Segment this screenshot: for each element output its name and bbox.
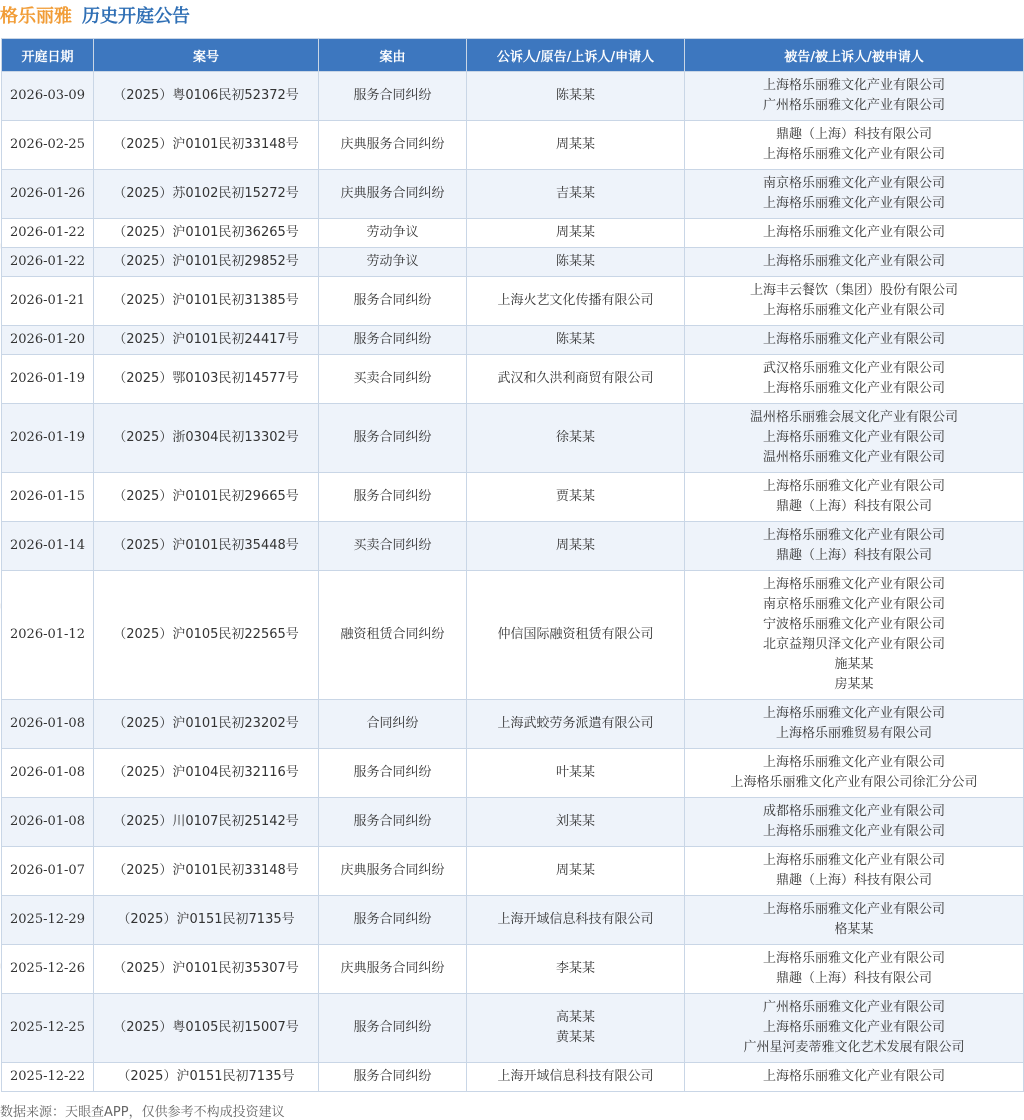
table-row <box>2 277 1024 326</box>
plaintiff-cell-entry: 上海火艺文化传播有限公司 <box>497 293 654 308</box>
defendant-cell-entry: 上海格乐丽雅文化产业有限公司徐汇分公司 <box>730 775 978 790</box>
plaintiff-cell-entry: 周某某 <box>555 538 595 553</box>
plaintiff-cell <box>467 219 685 248</box>
plaintiff-cell <box>467 571 685 700</box>
defendant-cell-entry: 房某某 <box>834 677 874 692</box>
defendant-cell-entry: 鼎趣（上海）科技有限公司 <box>775 548 932 563</box>
plaintiff-cell-entry: 上海武蛟劳务派遣有限公司 <box>497 716 654 731</box>
plaintiff-cell-entry: 李某某 <box>555 961 595 976</box>
defendant-cell <box>685 219 1024 248</box>
defendant-cell-entry: 温州格乐丽雅会展文化产业有限公司 <box>749 410 958 425</box>
defendant-cell-entry: 上海格乐丽雅文化产业有限公司 <box>762 303 945 318</box>
plaintiff-cell-entry: 叶某某 <box>555 765 595 780</box>
defendant-cell-entry: 上海格乐丽雅文化产业有限公司 <box>762 381 945 396</box>
case-number: （2025）沪0101民初33148号 <box>94 121 319 170</box>
plaintiff-cell <box>467 326 685 355</box>
case-number: （2025）沪0105民初22565号 <box>94 571 319 700</box>
court-hearings-table <box>1 38 1024 1092</box>
defendant-cell <box>685 473 1024 522</box>
hearing-date: 2026-01-20 <box>2 326 94 355</box>
table-row <box>2 798 1024 847</box>
defendant-cell-entry: 鼎趣（上海）科技有限公司 <box>775 873 932 888</box>
plaintiff-cell-entry: 上海开域信息科技有限公司 <box>497 1069 654 1084</box>
plaintiff-cell <box>467 277 685 326</box>
defendant-cell-entry: 上海格乐丽雅文化产业有限公司 <box>762 1069 945 1084</box>
table-row <box>2 170 1024 219</box>
table-row <box>2 571 1024 700</box>
hearing-date: 2025-12-25 <box>2 994 94 1063</box>
table-row <box>2 522 1024 571</box>
defendant-cell <box>685 1063 1024 1092</box>
defendant-cell-entry: 上海格乐丽雅文化产业有限公司 <box>762 902 945 917</box>
defendant-cell-entry: 广州星河麦蒂雅文化艺术发展有限公司 <box>743 1040 965 1055</box>
company-name: 格乐丽雅 <box>0 6 72 27</box>
table-row <box>2 945 1024 994</box>
table-row <box>2 326 1024 355</box>
hearing-date: 2026-01-19 <box>2 404 94 473</box>
plaintiff-cell-entry: 周某某 <box>555 225 595 240</box>
case-number: （2025）沪0151民初7135号 <box>94 1063 319 1092</box>
plaintiff-cell <box>467 72 685 121</box>
case-cause: 庆典服务合同纠纷 <box>319 121 467 170</box>
plaintiff-cell-entry: 上海开域信息科技有限公司 <box>497 912 654 927</box>
column-header-case-no: 案号 <box>94 39 319 72</box>
hearing-date: 2026-01-22 <box>2 248 94 277</box>
defendant-cell-entry: 上海格乐丽雅文化产业有限公司 <box>762 706 945 721</box>
plaintiff-cell-entry: 周某某 <box>555 863 595 878</box>
defendant-cell-entry: 上海格乐丽雅文化产业有限公司 <box>762 528 945 543</box>
case-cause: 服务合同纠纷 <box>319 326 467 355</box>
case-cause: 服务合同纠纷 <box>319 994 467 1063</box>
plaintiff-cell <box>467 994 685 1063</box>
case-cause: 融资租赁合同纠纷 <box>319 571 467 700</box>
defendant-cell-entry: 上海格乐丽雅文化产业有限公司 <box>762 225 945 240</box>
table-row <box>2 896 1024 945</box>
plaintiff-cell <box>467 248 685 277</box>
plaintiff-cell <box>467 522 685 571</box>
case-number: （2025）沪0101民初29665号 <box>94 473 319 522</box>
defendant-cell-entry: 广州格乐丽雅文化产业有限公司 <box>762 98 945 113</box>
defendant-cell <box>685 121 1024 170</box>
case-cause: 劳动争议 <box>319 248 467 277</box>
case-cause: 庆典服务合同纠纷 <box>319 170 467 219</box>
hearing-date: 2026-01-26 <box>2 170 94 219</box>
defendant-cell-entry: 施某某 <box>834 657 874 672</box>
defendant-cell-entry: 温州格乐丽雅文化产业有限公司 <box>762 450 945 465</box>
case-number: （2025）沪0101民初24417号 <box>94 326 319 355</box>
hearing-date: 2025-12-22 <box>2 1063 94 1092</box>
hearing-date: 2026-01-07 <box>2 847 94 896</box>
case-number: （2025）沪0101民初29852号 <box>94 248 319 277</box>
defendant-cell <box>685 355 1024 404</box>
case-number: （2025）沪0101民初35307号 <box>94 945 319 994</box>
defendant-cell-entry: 上海格乐丽雅文化产业有限公司 <box>762 196 945 211</box>
defendant-cell <box>685 571 1024 700</box>
table-header-row <box>2 39 1024 72</box>
case-number: （2025）苏0102民初15272号 <box>94 170 319 219</box>
defendant-cell-entry: 上海格乐丽雅文化产业有限公司 <box>762 430 945 445</box>
hearing-date: 2026-03-09 <box>2 72 94 121</box>
defendant-cell-entry: 上海格乐丽雅文化产业有限公司 <box>762 853 945 868</box>
plaintiff-cell <box>467 749 685 798</box>
case-number: （2025）沪0101民初36265号 <box>94 219 319 248</box>
defendant-cell-entry: 上海格乐丽雅文化产业有限公司 <box>762 147 945 162</box>
defendant-cell <box>685 896 1024 945</box>
plaintiff-cell-entry: 陈某某 <box>555 88 595 103</box>
column-header-cause: 案由 <box>319 39 467 72</box>
case-number: （2025）沪0101民初33148号 <box>94 847 319 896</box>
defendant-cell-entry: 上海格乐丽雅文化产业有限公司 <box>762 824 945 839</box>
hearing-date: 2026-01-22 <box>2 219 94 248</box>
case-cause: 服务合同纠纷 <box>319 404 467 473</box>
plaintiff-cell-entry: 陈某某 <box>555 254 595 269</box>
hearing-date: 2025-12-29 <box>2 896 94 945</box>
plaintiff-cell-entry: 黄某某 <box>555 1030 595 1045</box>
hearing-date: 2026-01-08 <box>2 749 94 798</box>
plaintiff-cell <box>467 170 685 219</box>
case-cause: 买卖合同纠纷 <box>319 355 467 404</box>
defendant-cell <box>685 404 1024 473</box>
table-row <box>2 248 1024 277</box>
defendant-cell-entry: 上海格乐丽雅文化产业有限公司 <box>762 479 945 494</box>
hearing-date: 2026-01-19 <box>2 355 94 404</box>
case-cause: 服务合同纠纷 <box>319 1063 467 1092</box>
defendant-cell-entry: 宁波格乐丽雅文化产业有限公司 <box>762 617 945 632</box>
defendant-cell-entry: 格某某 <box>834 922 874 937</box>
column-header-date: 开庭日期 <box>2 39 94 72</box>
case-cause: 买卖合同纠纷 <box>319 522 467 571</box>
plaintiff-cell-entry: 刘某某 <box>555 814 595 829</box>
defendant-cell-entry: 上海格乐丽雅文化产业有限公司 <box>762 254 945 269</box>
hearing-date: 2026-01-21 <box>2 277 94 326</box>
plaintiff-cell <box>467 404 685 473</box>
defendant-cell <box>685 170 1024 219</box>
defendant-cell-entry: 南京格乐丽雅文化产业有限公司 <box>762 597 945 612</box>
case-number: （2025）粤0105民初15007号 <box>94 994 319 1063</box>
defendant-cell <box>685 326 1024 355</box>
case-number: （2025）川0107民初25142号 <box>94 798 319 847</box>
plaintiff-cell-entry: 贾某某 <box>555 489 595 504</box>
case-number: （2025）沪0101民初35448号 <box>94 522 319 571</box>
defendant-cell <box>685 994 1024 1063</box>
case-cause: 合同纠纷 <box>319 700 467 749</box>
table-row <box>2 847 1024 896</box>
table-row <box>2 404 1024 473</box>
page-title: 历史开庭公告 <box>82 6 190 27</box>
defendant-cell <box>685 749 1024 798</box>
table-row <box>2 355 1024 404</box>
case-number: （2025）浙0304民初13302号 <box>94 404 319 473</box>
plaintiff-cell <box>467 700 685 749</box>
case-number: （2025）沪0151民初7135号 <box>94 896 319 945</box>
table-row <box>2 1063 1024 1092</box>
hearing-date: 2026-02-25 <box>2 121 94 170</box>
page-header <box>0 0 190 30</box>
table-row <box>2 473 1024 522</box>
defendant-cell <box>685 248 1024 277</box>
table-row <box>2 121 1024 170</box>
plaintiff-cell <box>467 121 685 170</box>
defendant-cell <box>685 277 1024 326</box>
column-header-plaintiff: 公诉人/原告/上诉人/申请人 <box>467 39 685 72</box>
defendant-cell-entry: 鼎趣（上海）科技有限公司 <box>775 499 932 514</box>
plaintiff-cell <box>467 798 685 847</box>
defendant-cell-entry: 上海格乐丽雅文化产业有限公司 <box>762 755 945 770</box>
plaintiff-cell-entry: 陈某某 <box>555 332 595 347</box>
data-source-note: 数据来源：天眼查APP，仅供参考不构成投资建议 <box>0 1105 285 1120</box>
case-cause: 庆典服务合同纠纷 <box>319 945 467 994</box>
table-row <box>2 700 1024 749</box>
plaintiff-cell <box>467 355 685 404</box>
plaintiff-cell <box>467 1063 685 1092</box>
defendant-cell-entry: 上海丰云餐饮（集团）股份有限公司 <box>749 283 958 298</box>
defendant-cell-entry: 鼎趣（上海）科技有限公司 <box>775 127 932 142</box>
case-cause: 服务合同纠纷 <box>319 749 467 798</box>
column-header-defendant: 被告/被上诉人/被申请人 <box>685 39 1024 72</box>
plaintiff-cell-entry: 吉某某 <box>555 186 595 201</box>
hearing-date: 2026-01-15 <box>2 473 94 522</box>
case-cause: 服务合同纠纷 <box>319 896 467 945</box>
plaintiff-cell-entry: 仲信国际融资租赁有限公司 <box>497 627 654 642</box>
defendant-cell-entry: 上海格乐丽雅文化产业有限公司 <box>762 577 945 592</box>
case-cause: 服务合同纠纷 <box>319 277 467 326</box>
table-row <box>2 219 1024 248</box>
defendant-cell <box>685 72 1024 121</box>
defendant-cell-entry: 上海格乐丽雅文化产业有限公司 <box>762 78 945 93</box>
defendant-cell <box>685 945 1024 994</box>
defendant-cell <box>685 522 1024 571</box>
hearing-date: 2026-01-08 <box>2 700 94 749</box>
plaintiff-cell <box>467 896 685 945</box>
defendant-cell <box>685 847 1024 896</box>
case-number: （2025）沪0104民初32116号 <box>94 749 319 798</box>
defendant-cell-entry: 上海格乐丽雅文化产业有限公司 <box>762 1020 945 1035</box>
table-row <box>2 994 1024 1063</box>
plaintiff-cell-entry: 武汉和久洪利商贸有限公司 <box>497 371 654 386</box>
hearing-date: 2025-12-26 <box>2 945 94 994</box>
table-row <box>2 749 1024 798</box>
hearing-date: 2026-01-12 <box>2 571 94 700</box>
case-number: （2025）沪0101民初23202号 <box>94 700 319 749</box>
defendant-cell-entry: 上海格乐丽雅文化产业有限公司 <box>762 332 945 347</box>
case-cause: 服务合同纠纷 <box>319 473 467 522</box>
hearing-date: 2026-01-08 <box>2 798 94 847</box>
defendant-cell <box>685 700 1024 749</box>
case-cause: 服务合同纠纷 <box>319 72 467 121</box>
defendant-cell-entry: 广州格乐丽雅文化产业有限公司 <box>762 1000 945 1015</box>
case-cause: 服务合同纠纷 <box>319 798 467 847</box>
defendant-cell <box>685 798 1024 847</box>
defendant-cell-entry: 鼎趣（上海）科技有限公司 <box>775 971 932 986</box>
defendant-cell-entry: 北京益翔贝泽文化产业有限公司 <box>762 637 945 652</box>
hearing-date: 2026-01-14 <box>2 522 94 571</box>
table-row <box>2 72 1024 121</box>
plaintiff-cell <box>467 847 685 896</box>
plaintiff-cell <box>467 945 685 994</box>
defendant-cell-entry: 武汉格乐丽雅文化产业有限公司 <box>762 361 945 376</box>
defendant-cell-entry: 上海格乐丽雅贸易有限公司 <box>775 726 932 741</box>
case-number: （2025）鄂0103民初14577号 <box>94 355 319 404</box>
defendant-cell-entry: 上海格乐丽雅文化产业有限公司 <box>762 951 945 966</box>
defendant-cell-entry: 南京格乐丽雅文化产业有限公司 <box>762 176 945 191</box>
case-cause: 劳动争议 <box>319 219 467 248</box>
plaintiff-cell <box>467 473 685 522</box>
plaintiff-cell-entry: 徐某某 <box>555 430 595 445</box>
case-cause: 庆典服务合同纠纷 <box>319 847 467 896</box>
plaintiff-cell-entry: 高某某 <box>555 1010 595 1025</box>
case-number: （2025）粤0106民初52372号 <box>94 72 319 121</box>
plaintiff-cell-entry: 周某某 <box>555 137 595 152</box>
case-number: （2025）沪0101民初31385号 <box>94 277 319 326</box>
defendant-cell-entry: 成都格乐丽雅文化产业有限公司 <box>762 804 945 819</box>
